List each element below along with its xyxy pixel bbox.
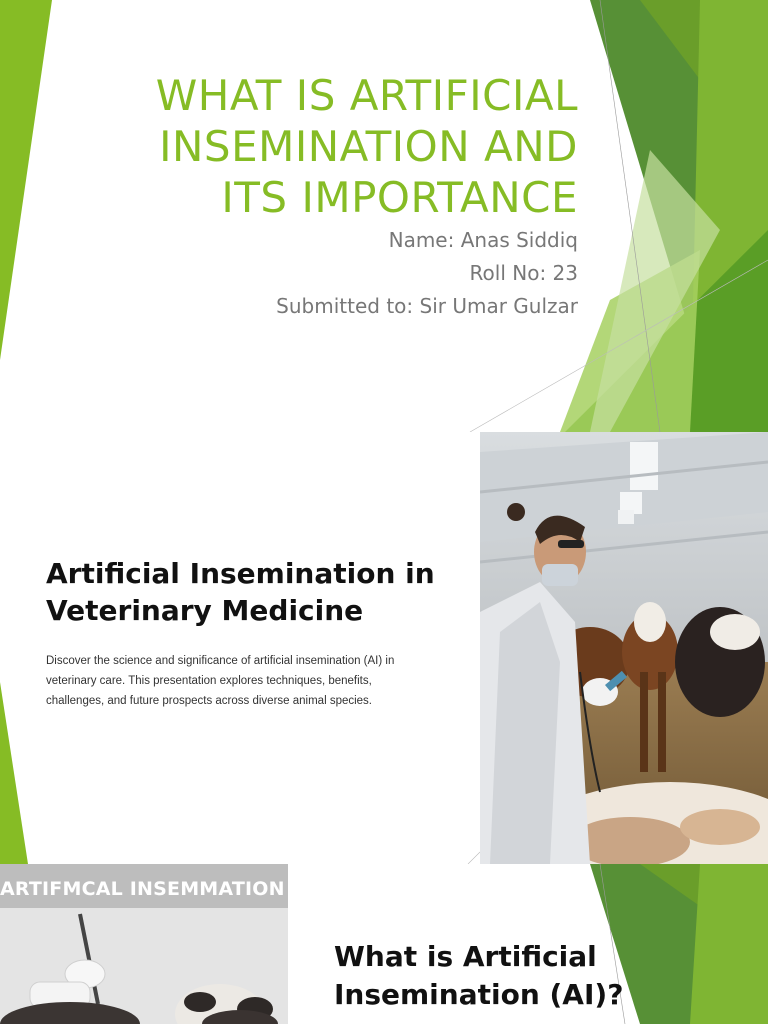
roll-number: Roll No: 23 (469, 261, 578, 285)
insemination-rod-photo (0, 864, 288, 1024)
slide-description: Discover the science and significance of artificial insemination (AI) in veterinary care. This presentation explores techniques, benefits, challenges, and future prospects across diverse animal species. (46, 655, 395, 707)
definition-slide (0, 864, 768, 1024)
author-name: Name: Anas Siddiq (388, 228, 578, 252)
slide-title: What is Artificial Insemination (AI)? (334, 940, 624, 1011)
title-slide (0, 0, 768, 432)
presentation-title: WHAT IS ARTIFICIAL INSEMINATION AND ITS IMPORTANCE (155, 71, 578, 222)
intro-slide (0, 432, 768, 864)
submitted-to: Submitted to: Sir Umar Gulzar (276, 294, 578, 318)
veterinarian-with-cattle-photo (480, 432, 768, 864)
image-caption: ARTIFMCAL INSEMMATION (0, 878, 285, 900)
slide-title: Artificial Insemination in Veterinary Medicine (46, 557, 435, 627)
